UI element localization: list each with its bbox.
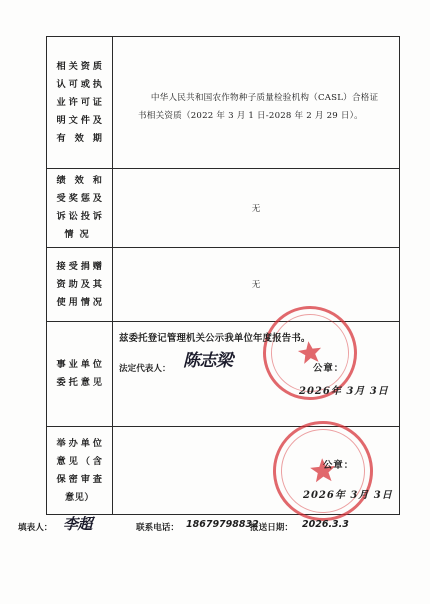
sign-date: 2026年 3月 3日	[299, 386, 389, 397]
row-content	[113, 248, 399, 321]
row-content	[113, 37, 399, 168]
label-line: 接受捐赠	[56, 260, 103, 272]
row-content	[113, 169, 399, 247]
label-line: 诉讼投诉	[56, 211, 103, 222]
label-line: 相关资质	[56, 60, 103, 72]
qualification-text: 中华人民共和国农作物种子质量检验机构（CASL）合格证书相关资质（2022 年 3 月 1 日-2028 年 2 月 29 日）。	[138, 93, 379, 121]
filler-signature: 李超	[63, 515, 93, 533]
row-donations	[47, 247, 399, 321]
label-line: 有效期	[56, 132, 103, 144]
label-line: 意见（含	[56, 455, 103, 467]
none-text: 无	[251, 280, 261, 290]
phone-label: 联系电话：	[136, 523, 179, 533]
submit-date: 2026.3.3	[302, 519, 349, 530]
row-label	[47, 322, 113, 426]
sign-date: 2026年 3月 3日	[303, 490, 393, 501]
phone-value: 18679798832	[186, 519, 259, 530]
none-text: 无	[251, 204, 261, 214]
row-label	[47, 37, 113, 168]
report-table	[46, 36, 400, 515]
label-line: 保密审查	[56, 473, 103, 485]
filler-label: 填表人：	[18, 523, 53, 533]
label-line: 资助及其	[56, 278, 103, 290]
row-entrustment	[47, 321, 399, 426]
seal-label: 公章：	[313, 363, 345, 374]
submit-date-label: 报送日期：	[250, 523, 293, 533]
label-line: 意见）	[64, 491, 95, 503]
row-label	[47, 427, 113, 514]
label-line: 举办单位	[56, 437, 103, 449]
label-line: 受奖惩及	[56, 193, 103, 204]
row-performance	[47, 168, 399, 247]
label-line: 委托意见	[56, 377, 103, 388]
label-line: 明文件及	[56, 114, 103, 126]
row-label	[47, 169, 113, 247]
row-content	[113, 427, 399, 514]
label-line: 绩效和	[56, 175, 103, 186]
row-qualifications	[47, 37, 399, 168]
label-line: 认可或执	[56, 78, 103, 90]
legal-rep-signature: 陈志梁	[183, 351, 233, 371]
label-line: 事业单位	[56, 359, 103, 370]
label-line: 情况	[64, 229, 95, 240]
label-line: 业许可证	[56, 96, 103, 108]
seal-label: 公章：	[323, 460, 355, 471]
row-content	[113, 322, 399, 426]
row-label	[47, 248, 113, 321]
label-line: 使用情况	[56, 296, 103, 308]
row-sponsor-opinion	[47, 426, 399, 514]
entrust-statement: 兹委托登记管理机关公示我单位年度报告书。	[119, 333, 311, 344]
legal-rep-label: 法定代表人：	[119, 364, 171, 374]
